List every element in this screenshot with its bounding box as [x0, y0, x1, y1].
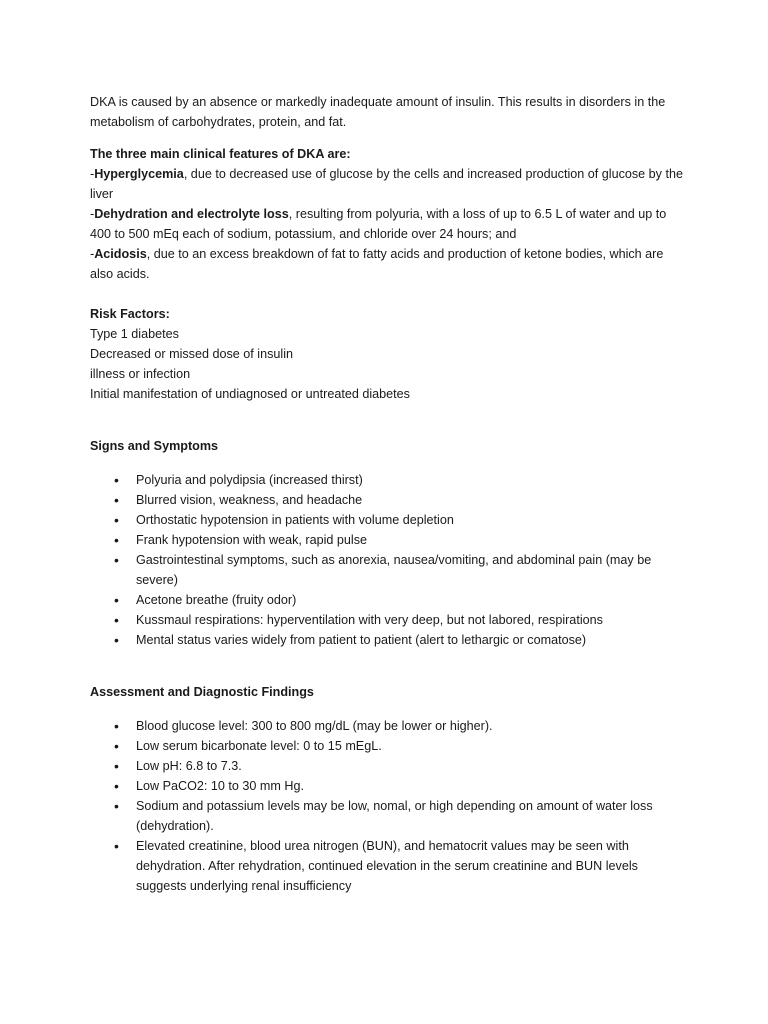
risk-factor-item: Decreased or missed dose of insulin [90, 347, 294, 361]
list-item: • Mental status varies widely from patient to patient (alert to lethargic or comatose) [90, 630, 686, 650]
document-body [90, 92, 686, 896]
clinical-features-heading: The three main clinical features of DKA are: [90, 147, 351, 161]
list-item: • Polyuria and polydipsia (increased thirst) [90, 470, 686, 490]
risk-factors-heading: Risk Factors: [90, 307, 170, 321]
risk-factor-item: illness or infection [90, 367, 191, 381]
clinical-features-section [90, 144, 686, 284]
intro-paragraph: DKA is caused by an absence or markedly inadequate amount of insulin. This results in disorders in the metabolism of carbohydrates, protein, and fat. [90, 95, 666, 129]
risk-factors-section [90, 304, 686, 404]
list-item: • Gastrointestinal symptoms, such as anorexia, nausea/vomiting, and abdominal pain (may be severe) [90, 550, 686, 590]
list-item: • Blurred vision, weakness, and headache [90, 490, 686, 510]
list-item: • Elevated creatinine, blood urea nitrogen (BUN), and hematocrit values may be seen with dehydration. After rehydration, continued elevation in the serum creatinine and BUN levels suggests underlying renal insufficiency [90, 836, 686, 896]
feature-acidosis: -Acidosis, due to an excess breakdown of fat to fatty acids and production of ketone bodies, which are also acids. [90, 247, 664, 281]
signs-symptoms-list [90, 470, 686, 650]
signs-symptoms-section [90, 436, 686, 650]
list-item: • Orthostatic hypotension in patients with volume depletion [90, 510, 686, 530]
risk-factor-item: Initial manifestation of undiagnosed or untreated diabetes [90, 387, 410, 401]
feature-dehydration: -Dehydration and electrolyte loss, resulting from polyuria, with a loss of up to 6.5 L of water and up to 400 to 500 mEq each of sodium, potassium, and chloride over 24 hours; and [90, 207, 667, 241]
list-item: • Sodium and potassium levels may be low, nomal, or high depending on amount of water loss (dehydration). [90, 796, 686, 836]
list-item: • Frank hypotension with weak, rapid pulse [90, 530, 686, 550]
assessment-section [90, 682, 686, 896]
risk-factor-item: Type 1 diabetes [90, 327, 179, 341]
list-item: • Blood glucose level: 300 to 800 mg/dL (may be lower or higher). [90, 716, 686, 736]
list-item: • Acetone breathe (fruity odor) [90, 590, 686, 610]
assessment-list [90, 716, 686, 896]
list-item: • Kussmaul respirations: hyperventilation with very deep, but not labored, respirations [90, 610, 686, 630]
list-item: • Low PaCO2: 10 to 30 mm Hg. [90, 776, 686, 796]
assessment-heading: Assessment and Diagnostic Findings [90, 685, 314, 699]
list-item: • Low serum bicarbonate level: 0 to 15 mEgL. [90, 736, 686, 756]
feature-hyperglycemia: -Hyperglycemia, due to decreased use of glucose by the cells and increased production of glucose by the liver [90, 167, 683, 201]
signs-symptoms-heading: Signs and Symptoms [90, 439, 219, 453]
list-item: • Low pH: 6.8 to 7.3. [90, 756, 686, 776]
